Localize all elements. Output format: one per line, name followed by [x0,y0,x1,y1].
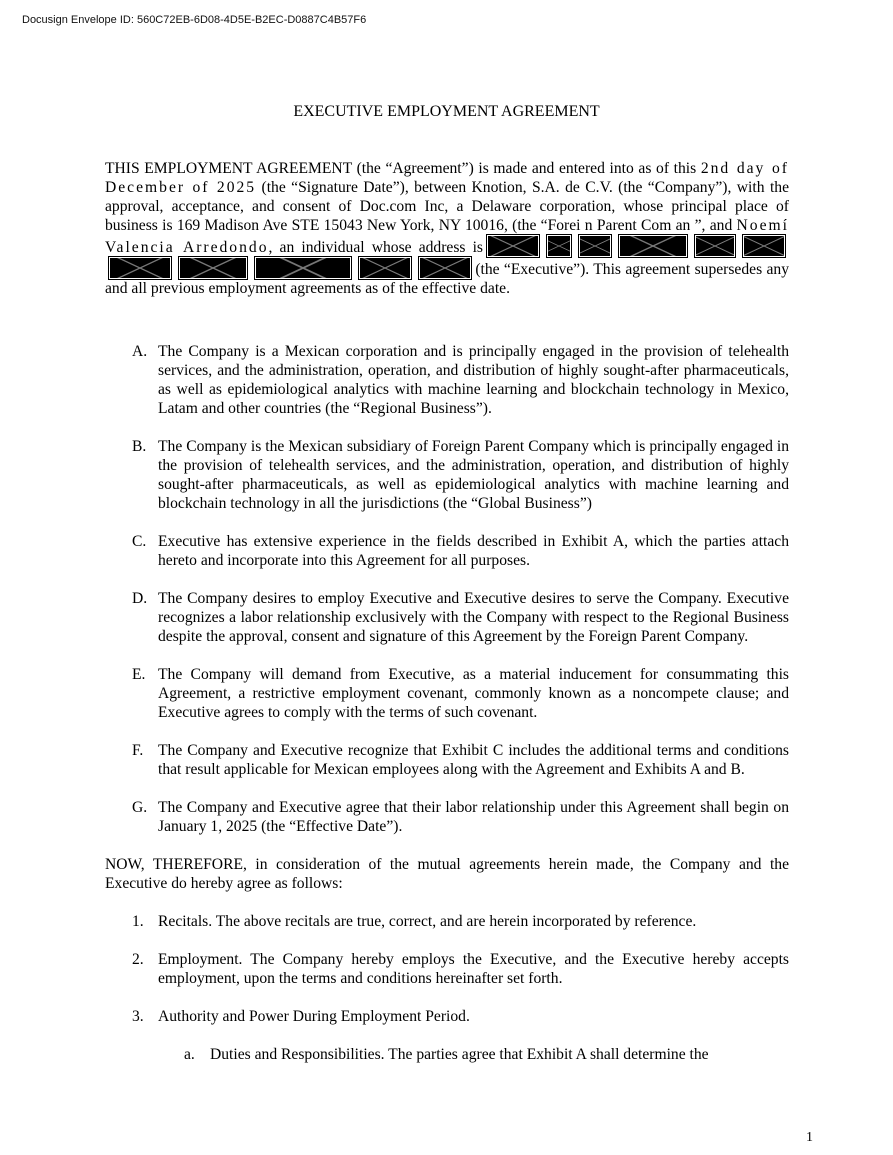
redaction-block [359,257,411,279]
redaction-block [109,257,171,279]
document-title: EXECUTIVE EMPLOYMENT AGREEMENT [293,103,600,120]
recital-text: The Company is a Mexican corporation and is principally engaged in the provision of telehealth services, and the administration, operation, and distribution of highly sought-after pharmaceuticals, as well as epidemiological analytics with machine learning and blockchain technology in Mexico, Latam and other countries (the “Regional Business”). [158,343,789,417]
recital-text: The Company is the Mexican subsidiary of Foreign Parent Company which is principally engaged in the provision of telehealth services, and the administration, operation, and distribution of highly sought-after pharmaceuticals, as well as epidemiological analytics with machine learning and blockchain technology in all the jurisdictions (the “Global Business”) [158,438,789,512]
redaction-block [695,235,735,257]
recital-item [105,437,789,513]
signature-date: 2nd day of December of 2025 [105,160,789,196]
recital-item [105,798,789,836]
section-item [105,950,789,988]
redaction-block [579,235,611,257]
recital-item [105,665,789,722]
recital-item [105,741,789,779]
recital-text: The Company desires to employ Executive and Executive desires to serve the Company. Executive recognizes a labor relationship exclusively with the Company with respect to the Regional Business despite the approval, consent and signature of this Agreement by the Foreign Parent Company. [158,590,789,645]
section-item [105,1007,789,1026]
redaction-block [487,235,539,257]
redaction-block [419,257,471,279]
redaction-block [547,235,571,257]
recital-text: Executive has extensive experience in the fields described in Exhibit A, which the parties attach hereto and incorporate into this Agreement for all purposes. [158,533,789,569]
recitals-list [105,342,789,836]
section-marker: 3. [132,1008,144,1025]
recital-item [105,589,789,646]
sections-list [105,912,789,1026]
recital-marker: F. [132,742,144,759]
section-text: Employment. The Company hereby employs the Executive, and the Executive hereby accepts employment, upon the terms and conditions hereinafter set forth. [158,951,789,987]
section-item [105,912,789,931]
intro-paragraph [105,159,789,298]
recital-marker: B. [132,438,147,455]
executive-name: Noemí Valencia Arredondo [105,217,789,256]
envelope-id: Docusign Envelope ID: 560C72EB-6D08-4D5E-B2EC-D0887C4B57F6 [22,14,367,26]
now-therefore-paragraph: NOW, THEREFORE, in consideration of the mutual agreements herein made, the Company and the Executive do hereby agree as follows: [105,856,789,892]
recital-marker: E. [132,666,146,683]
intro-text-1: THIS EMPLOYMENT AGREEMENT (the “Agreement”) is made and entered into as of this [105,160,701,177]
subsection-item [105,1045,789,1064]
subsection-marker: a. [184,1046,195,1063]
redaction-block [619,235,687,257]
intro-text-3: , an individual whose address is [268,239,483,256]
recital-item [105,532,789,570]
recital-text: The Company will demand from Executive, as a material inducement for consummating this Agreement, a restrictive employment covenant, commonly known as a noncompete clause; and Executive agrees to comply with the terms of such covenant. [158,666,789,721]
section-marker: 2. [132,951,144,968]
redaction-block [179,257,247,279]
intro-text-2: (the “Signature Date”), between Knotion, S.A. de C.V. (the “Company”), with the approval, acceptance, and consent of Doc.com Inc, a Delaware corporation, whose principal place of business is 169 Madison Ave STE 15043 New York, NY 10016, (the “Forei n Parent Com an ”, and [105,179,789,234]
section-text: Authority and Power During Employment Period. [158,1008,470,1025]
recital-text: The Company and Executive recognize that Exhibit C includes the additional terms and conditions that result applicable for Mexican employees along with the Agreement and Exhibits A and B. [158,742,789,778]
recital-text: The Company and Executive agree that their labor relationship under this Agreement shall begin on January 1, 2025 (the “Effective Date”). [158,799,789,835]
recital-marker: C. [132,533,147,550]
document-body [105,159,789,1064]
recital-item [105,342,789,418]
recital-marker: G. [132,799,148,816]
redaction-block [743,235,785,257]
recital-marker: A. [132,343,148,360]
recital-marker: D. [132,590,148,607]
section-text: Recitals. The above recitals are true, correct, and are herein incorporated by reference. [158,913,697,930]
section-marker: 1. [132,913,144,930]
subsection-text: Duties and Responsibilities. The parties agree that Exhibit A shall determine the [210,1046,709,1063]
redaction-block [255,257,351,279]
page-number: 1 [806,1130,813,1145]
intro-text-4: (the “Executive”). This agreement supersedes any and all previous employment agreements as of the effective date. [105,261,789,297]
